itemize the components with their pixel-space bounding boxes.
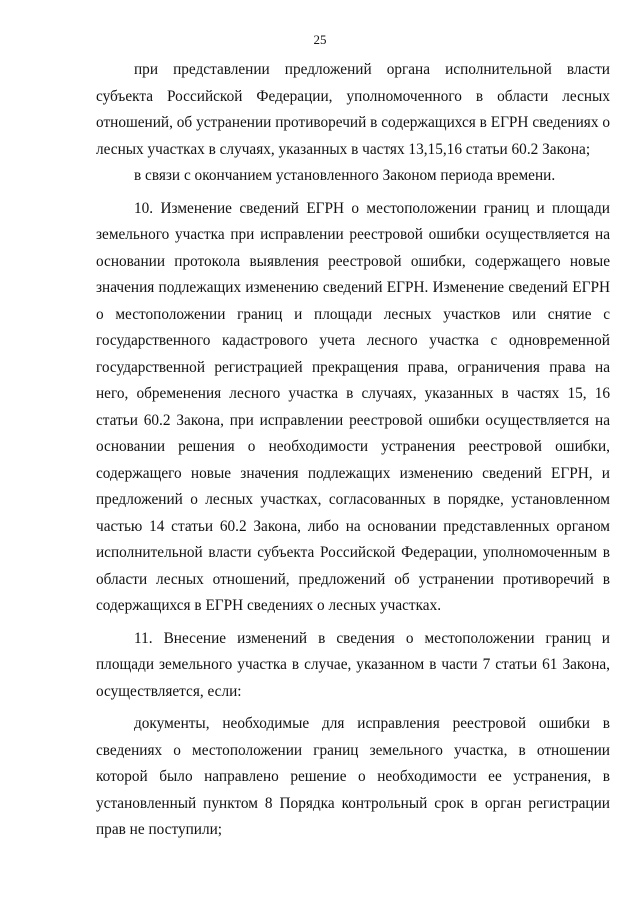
paragraph-forest-proposals: при представлении предложений органа исполнительной власти субъекта Российской Федерации, уполномоченного в области лесных отношений, об устранении противоречий в содержащихся в ЕГРН сведениях о лесных участках в случаях, указанных в частях 13,15,16 статьи 60.2 Закона; <box>96 61 610 158</box>
paragraph-period-expiry: в связи с окончанием установленного Законом периода времени. <box>134 167 556 184</box>
page-number: 25 <box>313 32 327 47</box>
paragraph-documents-not-received: документы, необходимые для исправления реестровой ошибки в сведениях о местоположении границ земельного участка, в отношении которой было направлено решение о необходимости ее устранения, в установленный пунктом 8 Порядка контрольный срок в орган регистрации прав не поступили; <box>96 715 610 838</box>
document-body <box>96 57 610 844</box>
paragraph-clause-11: 11. Внесение изменений в сведения о местоположении границ и площади земельного участка в случае, указанном в части 7 статьи 61 Закона, осуществляется, если: <box>96 629 610 700</box>
paragraph-clause-10: 10. Изменение сведений ЕГРН о местоположении границ и площади земельного участка при исправлении реестровой ошибки осуществляется на основании протокола выявления реестровой ошибки, содержащего новые значения подлежащих изменению сведений ЕГРН. Изменение сведений ЕГРН о местоположении границ и площади лесных участков или снятие с государственного кадастрового учета лесного участка с одновременной государственной регистрацией прекращения права, ограничения права на него, обременения лесного участка в случаях, указанных в частях 15, 16 статьи 60.2 Закона, при исправлении реестровой ошибки осуществляется на основании решения о необходимости устранения реестровой ошибки, содержащего новые значения подлежащих изменению сведений ЕГРН, и предложений о лесных участках, согласованных в порядке, установленном частью 14 статьи 60.2 Закона, либо на основании представленных органом исполнительной власти субъекта Российской Федерации, уполномоченным в области лесных отношений, предложений об устранении противоречий в содержащихся в ЕГРН сведениях о лесных участках. <box>96 199 610 614</box>
